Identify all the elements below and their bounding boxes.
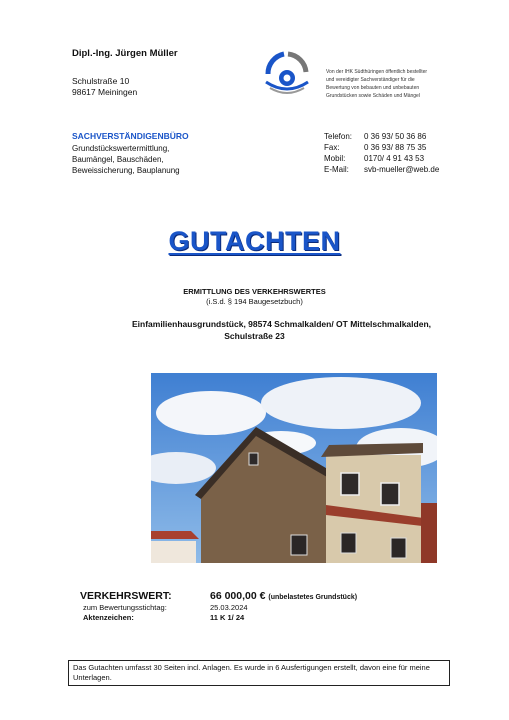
service-line: Baumängel, Bauschäden, (72, 155, 164, 164)
market-value-amount: 66 000,00 € (210, 590, 266, 602)
service-line: Grundstückswertermittlung, (72, 144, 170, 153)
association-text (326, 68, 466, 100)
association-line: Grundstücken sowie Schäden und Mängel (326, 93, 420, 99)
market-value-note: (unbelastetes Grundstück) (268, 594, 358, 601)
association-line: Von der IHK Südthüringen öffentlich bestellter (326, 69, 428, 75)
legal-reference: (i.S.d. § 194 Baugesetzbuch) (206, 297, 303, 306)
house-photo (151, 373, 437, 563)
contact-phone (324, 131, 439, 142)
document-subtitle: ERMITTLUNG DES VERKEHRSWERTES (183, 287, 326, 296)
market-value (210, 590, 357, 602)
contact-label: Fax: (324, 143, 340, 152)
document-title: GUTACHTEN (168, 226, 341, 256)
contact-label: Mobil: (324, 154, 346, 163)
association-line: Bewertung von bebauten und unbebauten (326, 85, 420, 91)
service-line: Beweissicherung, Bauplanung (72, 166, 180, 175)
valuation-date: 25.03.2024 (210, 603, 248, 612)
contact-mobile (324, 153, 439, 164)
contact-fax (324, 142, 439, 153)
expert-name: Dipl.-Ing. Jürgen Müller (72, 48, 178, 59)
city: 98617 Meiningen (72, 87, 138, 97)
contact-value: 0 36 93/ 50 36 86 (364, 132, 427, 141)
valuation-meta-labels (83, 603, 167, 623)
contact-label: Telefon: (324, 132, 353, 141)
expert-address (72, 76, 137, 98)
property-street: Schulstraße 23 (224, 331, 285, 341)
contact-label: E-Mail: (324, 165, 349, 174)
association-line: und vereidigter Sachverständiger für die (326, 77, 415, 83)
property-description: Einfamilienhausgrundstück, 98574 Schmalkalden/ OT Mittelschmalkalden, (131, 319, 431, 329)
valuation-date-label: zum Bewertungsstichtag: (83, 603, 167, 612)
valuation-meta-values (210, 603, 248, 623)
file-number-label: Aktenzeichen: (83, 613, 134, 622)
office-services (72, 143, 180, 176)
contact-value: 0170/ 4 91 43 53 (364, 154, 425, 163)
contact-email (324, 164, 439, 175)
street: Schulstraße 10 (72, 76, 130, 86)
file-number: 11 K 1/ 24 (210, 613, 245, 622)
footer-note: Das Gutachten umfasst 30 Seiten incl. Anlagen. Es wurde in 6 Ausfertigungen erstellt, davon eine für meine Unterlagen. (68, 660, 450, 686)
contact-value: 0 36 93/ 88 75 35 (364, 143, 427, 152)
office-title: SACHVERSTÄNDIGENBÜRO (72, 131, 189, 141)
contact-block (324, 131, 439, 175)
association-logo-icon (262, 48, 312, 96)
market-value-label: VERKEHRSWERT: (80, 590, 172, 602)
contact-value[interactable]: svb-mueller@web.de (364, 165, 440, 174)
